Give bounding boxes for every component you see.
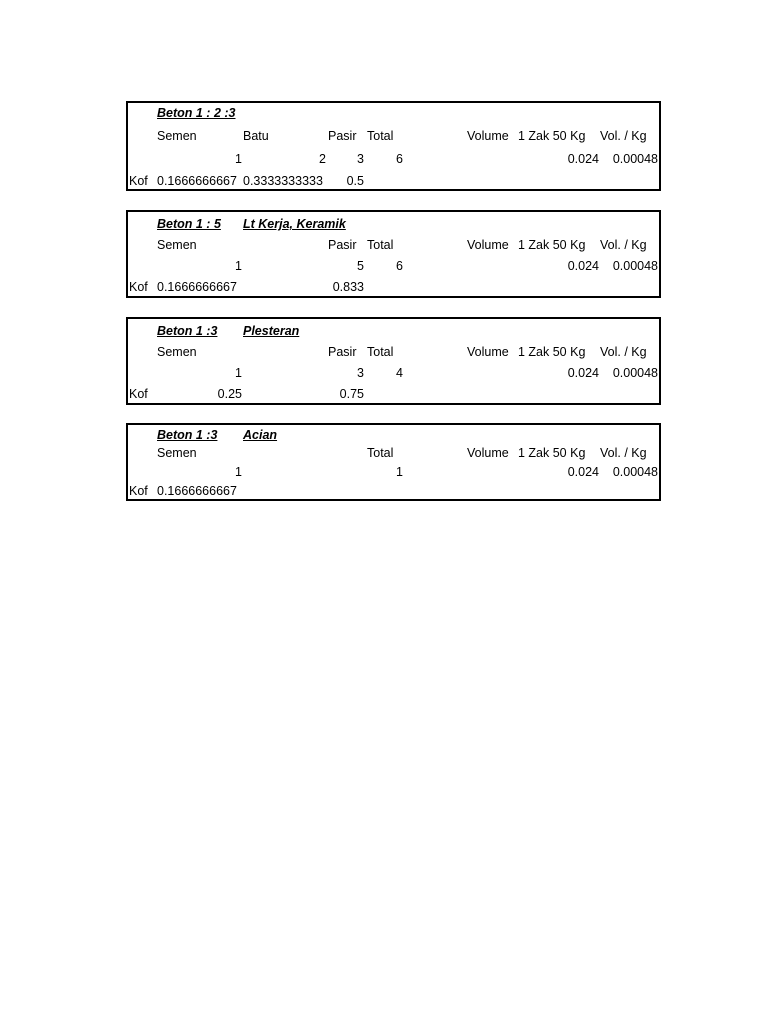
header-batu: Batu — [243, 129, 269, 143]
value-zak: 0.024 — [567, 152, 599, 166]
kof-label: Kof — [129, 484, 148, 498]
block-title: Beton 1 :3 — [157, 428, 218, 442]
value-zak: 0.024 — [567, 465, 599, 479]
header-pasir: Pasir — [328, 345, 357, 359]
value-pasir: 3 — [357, 152, 364, 166]
header-volume: Volume — [467, 446, 509, 460]
kof-semen: 0.1666666667 — [157, 174, 237, 188]
kof-batu: 0.3333333333 — [243, 174, 323, 188]
value-vol-kg: 0.00048 — [612, 366, 658, 380]
kof-semen: 0.1666666667 — [157, 484, 237, 498]
value-total: 1 — [396, 465, 403, 479]
value-vol-kg: 0.00048 — [612, 259, 658, 273]
block-title: Beton 1 : 5 — [157, 217, 221, 231]
value-vol-kg: 0.00048 — [612, 152, 658, 166]
kof-label: Kof — [129, 280, 148, 294]
header-pasir: Pasir — [328, 129, 357, 143]
block-title: Beton 1 : 2 :3 — [157, 106, 236, 120]
header-volume: Volume — [467, 345, 509, 359]
block-acian — [126, 423, 661, 501]
header-vol-kg: Vol. / Kg — [600, 345, 647, 359]
value-semen: 1 — [235, 152, 242, 166]
kof-label: Kof — [129, 174, 148, 188]
header-total: Total — [367, 129, 394, 143]
value-batu: 2 — [319, 152, 326, 166]
value-vol-kg: 0.00048 — [612, 465, 658, 479]
kof-pasir: 0.833 — [332, 280, 364, 294]
block-subtitle: Plesteran — [243, 324, 300, 338]
value-semen: 1 — [235, 366, 242, 380]
header-semen: Semen — [157, 446, 197, 460]
block-subtitle: Acian — [243, 428, 278, 442]
value-semen: 1 — [235, 259, 242, 273]
kof-label: Kof — [129, 387, 148, 401]
value-zak: 0.024 — [567, 259, 599, 273]
kof-pasir: 0.5 — [346, 174, 364, 188]
header-total: Total — [367, 446, 394, 460]
block-subtitle: Lt Kerja, Keramik — [243, 217, 346, 231]
header-pasir: Pasir — [328, 238, 357, 252]
value-pasir: 3 — [357, 366, 364, 380]
kof-pasir: 0.75 — [339, 387, 364, 401]
block-plesteran — [126, 317, 661, 405]
value-total: 4 — [396, 366, 403, 380]
header-zak: 1 Zak 50 Kg — [518, 345, 586, 359]
header-zak: 1 Zak 50 Kg — [518, 446, 586, 460]
header-volume: Volume — [467, 238, 509, 252]
header-volume: Volume — [467, 129, 509, 143]
block-title: Beton 1 :3 — [157, 324, 218, 338]
header-zak: 1 Zak 50 Kg — [518, 238, 586, 252]
block-beton-1-2-3 — [126, 101, 661, 191]
kof-semen: 0.25 — [217, 387, 242, 401]
block-beton-1-5 — [126, 210, 661, 298]
header-total: Total — [367, 345, 394, 359]
kof-semen: 0.1666666667 — [157, 280, 237, 294]
value-pasir: 5 — [357, 259, 364, 273]
header-vol-kg: Vol. / Kg — [600, 129, 647, 143]
value-total: 6 — [396, 152, 403, 166]
value-zak: 0.024 — [567, 366, 599, 380]
header-vol-kg: Vol. / Kg — [600, 238, 647, 252]
header-semen: Semen — [157, 129, 197, 143]
value-total: 6 — [396, 259, 403, 273]
header-zak: 1 Zak 50 Kg — [518, 129, 586, 143]
value-semen: 1 — [235, 465, 242, 479]
header-semen: Semen — [157, 345, 197, 359]
header-total: Total — [367, 238, 394, 252]
header-vol-kg: Vol. / Kg — [600, 446, 647, 460]
header-semen: Semen — [157, 238, 197, 252]
